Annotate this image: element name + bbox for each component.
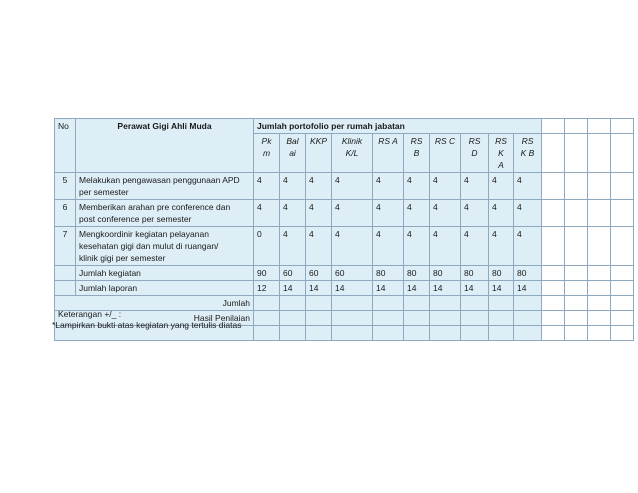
- total-value: 14: [404, 281, 430, 296]
- empty-cell: [514, 326, 542, 341]
- empty-cell: [373, 311, 404, 326]
- total-row: [55, 266, 634, 281]
- cell-line: K B: [520, 148, 535, 158]
- column-header: [332, 134, 373, 173]
- activity-description: [76, 200, 254, 227]
- cell-line: Mengkoordinir kegiatan pelayanan: [79, 229, 209, 239]
- column-header: [430, 134, 461, 173]
- empty-cell: [332, 311, 373, 326]
- value-cell: 4: [489, 227, 514, 266]
- empty-cell: [489, 326, 514, 341]
- value-cell: 4: [461, 227, 489, 266]
- value-cell: 4: [306, 173, 332, 200]
- column-header: [306, 134, 332, 173]
- empty-cell: [588, 227, 611, 266]
- value-cell: 4: [280, 227, 306, 266]
- value-cell: 4: [280, 173, 306, 200]
- value-cell: 4: [489, 200, 514, 227]
- value-cell: 4: [373, 200, 404, 227]
- empty-cell: [461, 296, 489, 311]
- total-row: [55, 281, 634, 296]
- cell-line: RS C: [434, 136, 456, 146]
- value-cell: 4: [254, 173, 280, 200]
- column-header: [489, 134, 514, 173]
- legend-note: Keterangan +/_ :: [58, 309, 122, 319]
- empty-cell: [565, 173, 588, 200]
- empty-cell: [306, 326, 332, 341]
- empty-cell: [306, 311, 332, 326]
- portfolio-table: [54, 118, 634, 341]
- attachment-footnote: *Lampirkan bukti atas kegiatan yang tertulis diatas: [52, 320, 242, 330]
- empty-cell: [611, 173, 634, 200]
- column-header: [461, 134, 489, 173]
- empty-cell: [565, 119, 588, 134]
- cell-line: Melakukan pengawasan penggunaan APD: [79, 175, 240, 185]
- cell-line: KKP: [309, 136, 327, 146]
- value-cell: 4: [514, 173, 542, 200]
- empty-cell: [542, 266, 565, 281]
- value-cell: 4: [514, 227, 542, 266]
- empty-cell: [565, 311, 588, 326]
- total-value: 60: [306, 266, 332, 281]
- value-cell: 4: [306, 200, 332, 227]
- empty-cell: [588, 200, 611, 227]
- cell-line: m: [262, 148, 271, 158]
- value-cell: 0: [254, 227, 280, 266]
- row-number: 7: [55, 227, 76, 266]
- empty-cell: [542, 311, 565, 326]
- empty-cell: [373, 296, 404, 311]
- total-value: 90: [254, 266, 280, 281]
- value-cell: 4: [430, 173, 461, 200]
- total-value: 14: [306, 281, 332, 296]
- total-value: 14: [461, 281, 489, 296]
- empty-cell: [280, 311, 306, 326]
- cell-line: post conference per semester: [79, 214, 192, 224]
- empty-cell: [461, 326, 489, 341]
- total-value: 14: [373, 281, 404, 296]
- empty-cell: [588, 326, 611, 341]
- header-role: Perawat Gigi Ahli Muda: [76, 119, 254, 173]
- total-value: 14: [514, 281, 542, 296]
- empty-cell: [565, 227, 588, 266]
- cell-line: K: [498, 148, 504, 158]
- column-header: [280, 134, 306, 173]
- cell-line: RS: [468, 136, 481, 146]
- empty-cell: [611, 296, 634, 311]
- empty-cell: [611, 266, 634, 281]
- empty-cell: [588, 311, 611, 326]
- table-row: [55, 227, 634, 266]
- row-number: 6: [55, 200, 76, 227]
- activity-description: [76, 173, 254, 200]
- empty-cell: [280, 296, 306, 311]
- total-value: 60: [280, 266, 306, 281]
- empty-cell: [404, 326, 430, 341]
- empty-cell: [542, 326, 565, 341]
- empty-cell: [430, 296, 461, 311]
- empty-cell: [254, 296, 280, 311]
- cell-line: RS: [410, 136, 423, 146]
- value-cell: 4: [332, 200, 373, 227]
- header-no: No: [55, 119, 76, 173]
- empty-cell: [588, 266, 611, 281]
- empty-cell: [611, 119, 634, 134]
- empty-cell: [514, 296, 542, 311]
- total-value: 80: [373, 266, 404, 281]
- value-cell: 4: [280, 200, 306, 227]
- empty-cell: [254, 326, 280, 341]
- empty-cell: [332, 326, 373, 341]
- empty-cell: [430, 326, 461, 341]
- cell-line: kesehatan gigi dan mulut di ruangan/: [79, 241, 219, 251]
- empty-cell: [542, 296, 565, 311]
- column-header: [404, 134, 430, 173]
- empty-cell: [565, 266, 588, 281]
- column-header: [254, 134, 280, 173]
- empty-cell: [542, 134, 565, 173]
- empty-cell: [565, 296, 588, 311]
- empty-cell: [404, 311, 430, 326]
- empty-cell: [611, 200, 634, 227]
- cell-line: Pk: [261, 136, 272, 146]
- empty-cell: [542, 227, 565, 266]
- empty-cell: [542, 119, 565, 134]
- empty-cell: [306, 296, 332, 311]
- empty-cell: [565, 134, 588, 173]
- result-label: Hasil Penilaian: [55, 311, 254, 326]
- empty-cell: [611, 311, 634, 326]
- empty-cell: [55, 281, 76, 296]
- empty-cell: [588, 173, 611, 200]
- empty-cell: [55, 266, 76, 281]
- value-cell: 4: [430, 200, 461, 227]
- empty-cell: [565, 200, 588, 227]
- value-cell: 4: [373, 227, 404, 266]
- activity-description: [76, 227, 254, 266]
- header-portfolio: Jumlah portofolio per rumah jabatan: [254, 119, 542, 134]
- empty-cell: [489, 311, 514, 326]
- table-row: [55, 200, 634, 227]
- empty-cell: [514, 311, 542, 326]
- empty-cell: [588, 281, 611, 296]
- cell-line: ai: [289, 148, 296, 158]
- total-value: 60: [332, 266, 373, 281]
- cell-line: Bal: [286, 136, 299, 146]
- table-row: [55, 173, 634, 200]
- total-value: 12: [254, 281, 280, 296]
- empty-cell: [542, 200, 565, 227]
- value-cell: 4: [404, 227, 430, 266]
- value-cell: 4: [373, 173, 404, 200]
- total-value: 14: [332, 281, 373, 296]
- cell-line: A: [498, 160, 504, 170]
- empty-cell: [611, 227, 634, 266]
- empty-cell: [332, 296, 373, 311]
- column-header: [373, 134, 404, 173]
- total-value: 80: [404, 266, 430, 281]
- cell-line: Memberikan arahan pre conference dan: [79, 202, 231, 212]
- cell-line: B: [413, 148, 420, 158]
- empty-cell: [565, 281, 588, 296]
- value-cell: 4: [404, 200, 430, 227]
- header-row: [55, 119, 634, 134]
- empty-cell: [461, 311, 489, 326]
- value-cell: 4: [461, 173, 489, 200]
- column-header: [514, 134, 542, 173]
- value-cell: 4: [404, 173, 430, 200]
- empty-cell: [404, 296, 430, 311]
- empty-cell: [565, 326, 588, 341]
- value-cell: 4: [306, 227, 332, 266]
- empty-cell: [430, 311, 461, 326]
- value-cell: 4: [254, 200, 280, 227]
- total-value: 14: [280, 281, 306, 296]
- value-cell: 4: [332, 227, 373, 266]
- value-cell: 4: [514, 200, 542, 227]
- empty-cell: [611, 326, 634, 341]
- cell-line: per semester: [79, 187, 129, 197]
- total-value: 80: [489, 266, 514, 281]
- cell-line: Klinik: [341, 136, 363, 146]
- empty-cell: [611, 281, 634, 296]
- row-number: 5: [55, 173, 76, 200]
- empty-cell: [588, 296, 611, 311]
- cell-line: klinik gigi per semester: [79, 253, 166, 263]
- sum-label: Jumlah: [55, 296, 254, 311]
- value-cell: 4: [489, 173, 514, 200]
- cell-line: K/L: [345, 148, 359, 158]
- total-value: 80: [430, 266, 461, 281]
- total-value: 14: [489, 281, 514, 296]
- total-label: Jumlah laporan: [76, 281, 254, 296]
- empty-cell: [280, 326, 306, 341]
- empty-cell: [611, 134, 634, 173]
- empty-cell: [489, 296, 514, 311]
- cell-line: RS: [495, 136, 507, 146]
- empty-cell: [588, 134, 611, 173]
- cell-line: RS: [521, 136, 534, 146]
- empty-cell: [373, 326, 404, 341]
- value-cell: 4: [461, 200, 489, 227]
- empty-cell: [588, 119, 611, 134]
- total-value: 80: [461, 266, 489, 281]
- cell-line: D: [471, 148, 478, 158]
- value-cell: 4: [430, 227, 461, 266]
- sum-row: [55, 296, 634, 311]
- value-cell: 4: [332, 173, 373, 200]
- cell-line: RS A: [378, 136, 398, 146]
- empty-cell: [254, 311, 280, 326]
- empty-cell: [542, 173, 565, 200]
- total-value: 14: [430, 281, 461, 296]
- empty-cell: [542, 281, 565, 296]
- total-label: Jumlah kegiatan: [76, 266, 254, 281]
- total-value: 80: [514, 266, 542, 281]
